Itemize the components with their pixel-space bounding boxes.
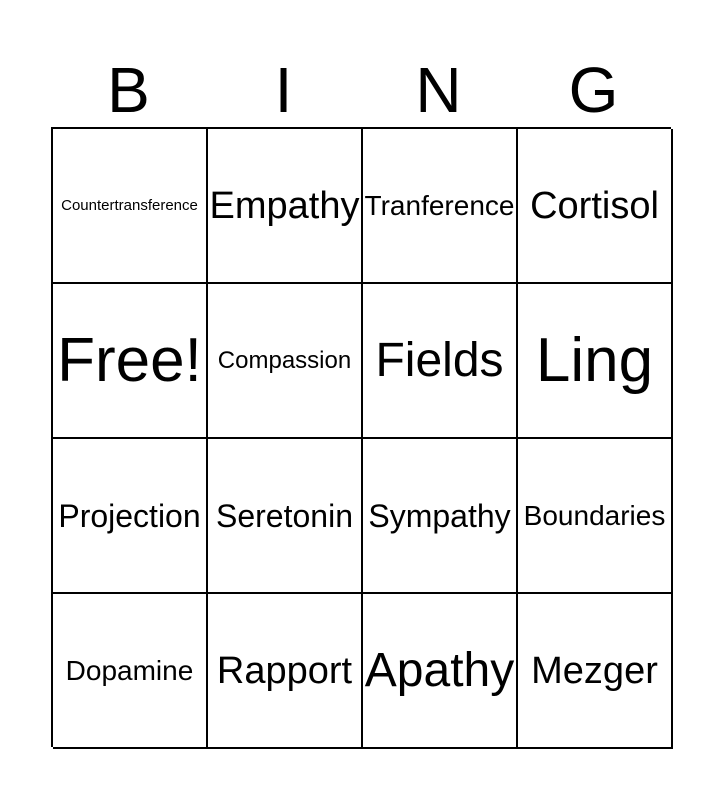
bingo-cell-label: Apathy	[364, 643, 515, 697]
bingo-cell-r1c3[interactable]	[363, 129, 518, 284]
header-letter-n: N	[415, 54, 462, 126]
bingo-cell-r1c2[interactable]	[208, 129, 363, 284]
bingo-cell-label: Mezger	[531, 649, 658, 692]
bingo-cell-r2c3[interactable]	[363, 284, 518, 439]
bingo-board	[51, 127, 671, 747]
bingo-cell-r4c3[interactable]	[363, 594, 518, 749]
bingo-cell-label: Empathy	[209, 184, 360, 227]
bingo-cell-label: Compassion	[217, 346, 352, 374]
bingo-cell-r3c4[interactable]	[518, 439, 673, 594]
header-letter-g: G	[568, 54, 619, 126]
bingo-cell-r4c4[interactable]	[518, 594, 673, 749]
bingo-header	[51, 52, 671, 128]
bingo-cell-free[interactable]	[53, 284, 208, 439]
bingo-cell-label: Seretonin	[216, 497, 353, 534]
bingo-cell-r4c1[interactable]	[53, 594, 208, 749]
bingo-cell-label: Free!	[57, 325, 202, 395]
bingo-cell-r2c2[interactable]	[208, 284, 363, 439]
bingo-cell-label: Ling	[535, 325, 654, 395]
bingo-cell-label: Sympathy	[368, 497, 511, 534]
bingo-cell-r3c2[interactable]	[208, 439, 363, 594]
bingo-cell-r1c4[interactable]	[518, 129, 673, 284]
bingo-cell-label: Dopamine	[65, 654, 194, 686]
bingo-cell-r4c2[interactable]	[208, 594, 363, 749]
bingo-cell-label: Projection	[58, 497, 201, 534]
bingo-cell-label: Fields	[375, 333, 504, 387]
bingo-cell-label: Boundaries	[523, 499, 666, 531]
bingo-cell-r1c1[interactable]	[53, 129, 208, 284]
bingo-cell-label: Cortisol	[530, 184, 659, 227]
bingo-cell-label: Countertransference	[61, 197, 198, 214]
header-letter-i: I	[274, 54, 293, 126]
bingo-cell-r3c1[interactable]	[53, 439, 208, 594]
header-letter-b: B	[107, 54, 150, 126]
bingo-cell-r3c3[interactable]	[363, 439, 518, 594]
bingo-cell-r2c4[interactable]	[518, 284, 673, 439]
bingo-cell-label: Tranference	[364, 189, 515, 221]
bingo-cell-label: Rapport	[216, 649, 353, 692]
